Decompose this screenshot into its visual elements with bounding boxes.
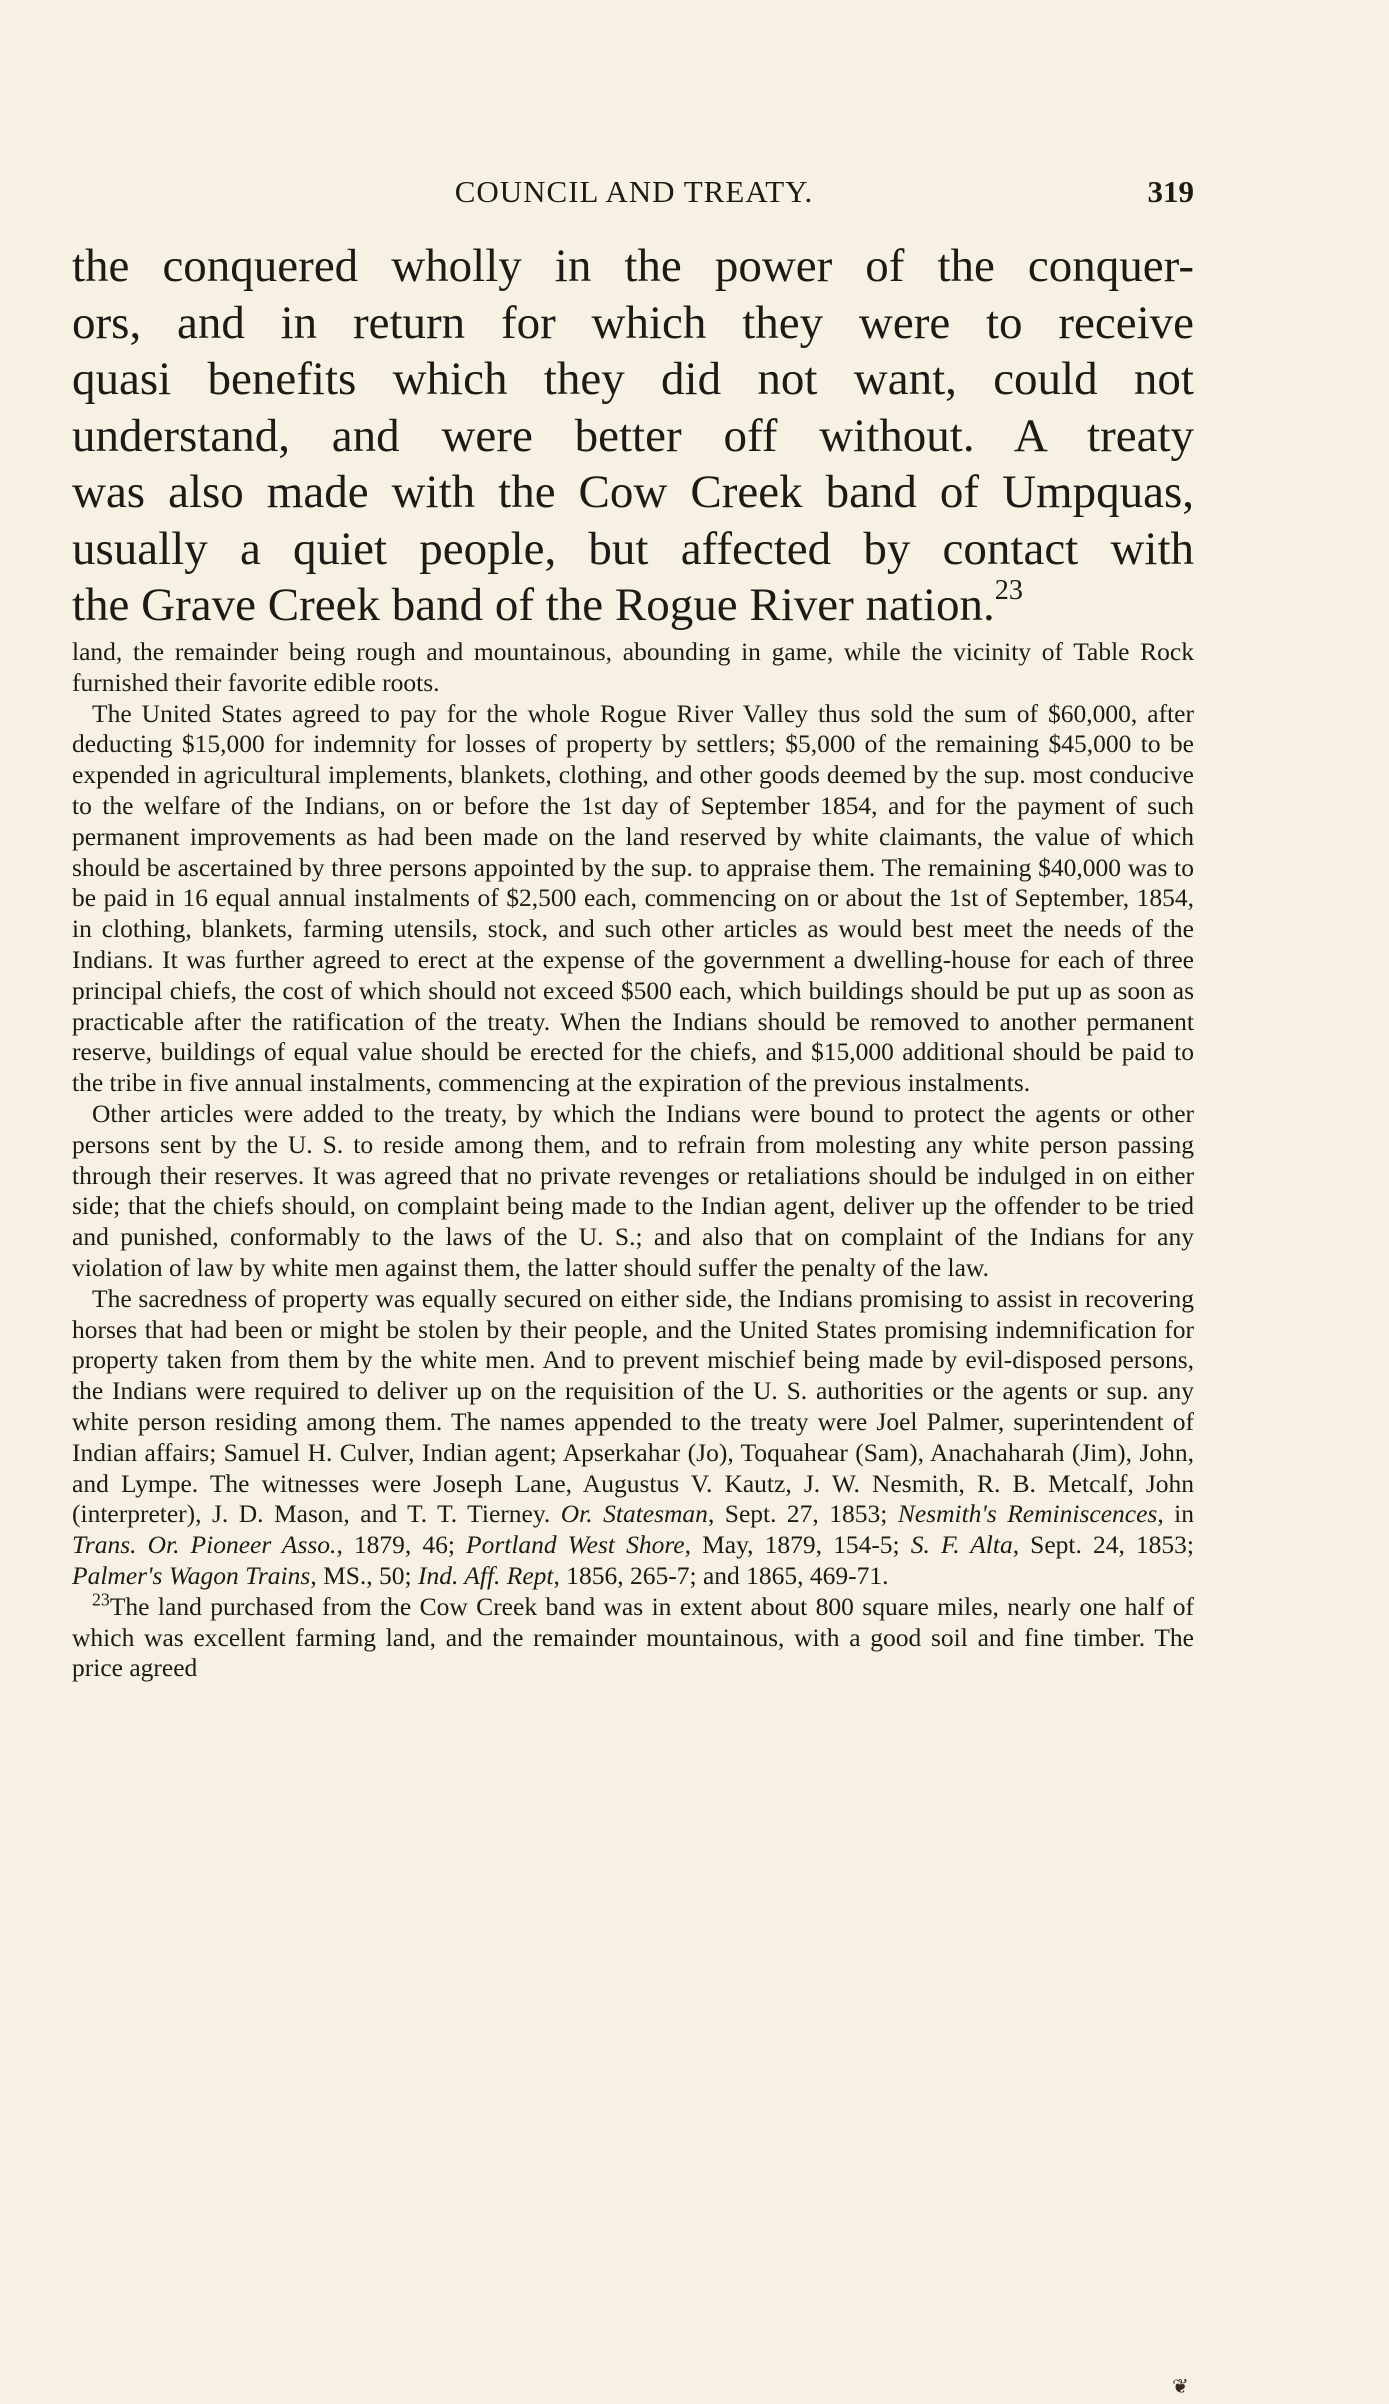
citation: Nesmith's Reminiscences: [897, 1499, 1158, 1529]
citation-detail: , in: [1157, 1499, 1195, 1529]
citation: Trans. Or. Pioneer Asso.: [72, 1530, 337, 1560]
running-title: COUNCIL AND TREATY.: [454, 174, 814, 209]
main-line: usually a quiet people, but affected by contact with: [72, 522, 1194, 575]
citation-detail: , Sept. 27, 1853;: [707, 1499, 898, 1529]
main-line: the conquered wholly in the power of the conquer-: [72, 240, 1194, 292]
footnote-23-text: The land purchased from the Cow Creek band was in extent about 800 square miles, nearly one half of which was excellent farming land, and the remainder mountainous, with a good soil and fine timber. The price agreed: [72, 1591, 1194, 1683]
citation-detail: , May, 1879, 154-5;: [684, 1530, 911, 1560]
page-number: 319: [1147, 174, 1194, 209]
printer-mark-icon: ❦: [1172, 2376, 1189, 2398]
citation-detail: , 1879, 46;: [336, 1530, 467, 1560]
running-header: [74, 174, 1194, 214]
citation-detail: , Sept. 24, 1853;: [1012, 1530, 1194, 1560]
main-line: was also made with the Cow Creek band of Umpquas,: [72, 466, 1194, 518]
main-line: quasi benefits which they did not want, could not: [72, 353, 1194, 405]
footnote-number: 23: [92, 1589, 110, 1610]
footnote-paragraph-with-refs: [72, 1284, 1194, 1592]
footnote-reference: 23: [994, 575, 1023, 607]
main-line: understand, and were better off without. A treaty: [72, 409, 1194, 462]
main-line-last-text: the Grave Creek band of the Rogue River nation.: [72, 579, 995, 631]
citation: Portland West Shore: [466, 1530, 685, 1560]
footnote-paragraph: The United States agreed to pay for the whole Rogue River Valley thus sold the sum of $60,000, after deducting $15,000 for indemnity for losses of property by settlers; $5,000 of the remaining $45,000 to be expended in agricultural implements, blankets, clothing, and other goods deemed by the sup. most conducive to the welfare of the Indians, on or before the 1st day of September 1854, and for the payment of such permanent improvements as had been made on the land reserved by white claimants, the value of which should be ascertained by three persons appointed by the sup. to appraise them. The remaining $40,000 was to be paid in 16 equal annual instalments of $2,500 each, commencing on or about the 1st of September, 1854, in clothing, blankets, farming utensils, stock, and such other articles as would best meet the needs of the Indians. It was further agreed to erect at the expense of the government a dwelling-house for each of three principal chiefs, the cost of which should not exceed $500 each, which buildings should be put up as soon as practicable after the ratification of the treaty. When the Indians should be removed to another permanent reserve, buildings of equal value should be erected for the chiefs, and $15,000 additional should be paid to the tribe in five annual instalments, commencing at the expiration of the previous instalments.: [72, 698, 1194, 1098]
footnotes: [72, 637, 1194, 1684]
footnote-text: The sacredness of property was equally secured on either side, the Indians promising to assist in recovering horses that had been or might be stolen by their people, and the United States promising indemnification for property taken from them by the white men. And to prevent mischief being made by evil-disposed persons, the Indians were required to deliver up on the requisition of the U. S. authorities or the agents or sup. any white person residing among them. The names appended to the treaty were Joel Palmer, superintendent of Indian affairs; Samuel H. Culver, Indian agent; Apserkahar (Jo), Toquahear (Sam), Anachaharah (Jim), John, and Lympe. The witnesses were Joseph Lane, Augustus V. Kautz, J. W. Nesmith, R. B. Metcalf, John (interpreter), J. D. Mason, and T. T. Tierney.: [72, 1283, 1194, 1529]
citation-detail: , 1856, 265-7; and 1865, 469-71.: [553, 1560, 889, 1590]
citation: Ind. Aff. Rept: [418, 1560, 554, 1590]
footnote-paragraph: Other articles were added to the treaty, by which the Indians were bound to protect the agents or other persons sent by the U. S. to reside among them, and to refrain from molesting any white person passing through their reserves. It was agreed that no private revenges or retaliations should be indulged in on either side; that the chiefs should, on complaint being made to the Indian agent, deliver up the offender to be tried and punished, conformably to the laws of the U. S.; and also that on complaint of the Indians for any violation of law by white men against them, the latter should suffer the penalty of the law.: [72, 1098, 1194, 1282]
citation: S. F. Alta: [910, 1530, 1013, 1560]
main-line: ors, and in return for which they were to receive: [72, 296, 1194, 349]
main-line-last: [72, 577, 1194, 634]
footnote-23: [72, 1589, 1194, 1684]
footnote-paragraph: land, the remainder being rough and mountainous, abounding in game, while the vicinity of Table Rock furnished their favorite edible roots.: [72, 637, 1194, 697]
citation: Or. Statesman: [560, 1499, 708, 1529]
citation-detail: , MS., 50;: [310, 1560, 419, 1590]
citation: Palmer's Wagon Trains: [72, 1560, 311, 1590]
main-paragraph: [72, 238, 1194, 634]
